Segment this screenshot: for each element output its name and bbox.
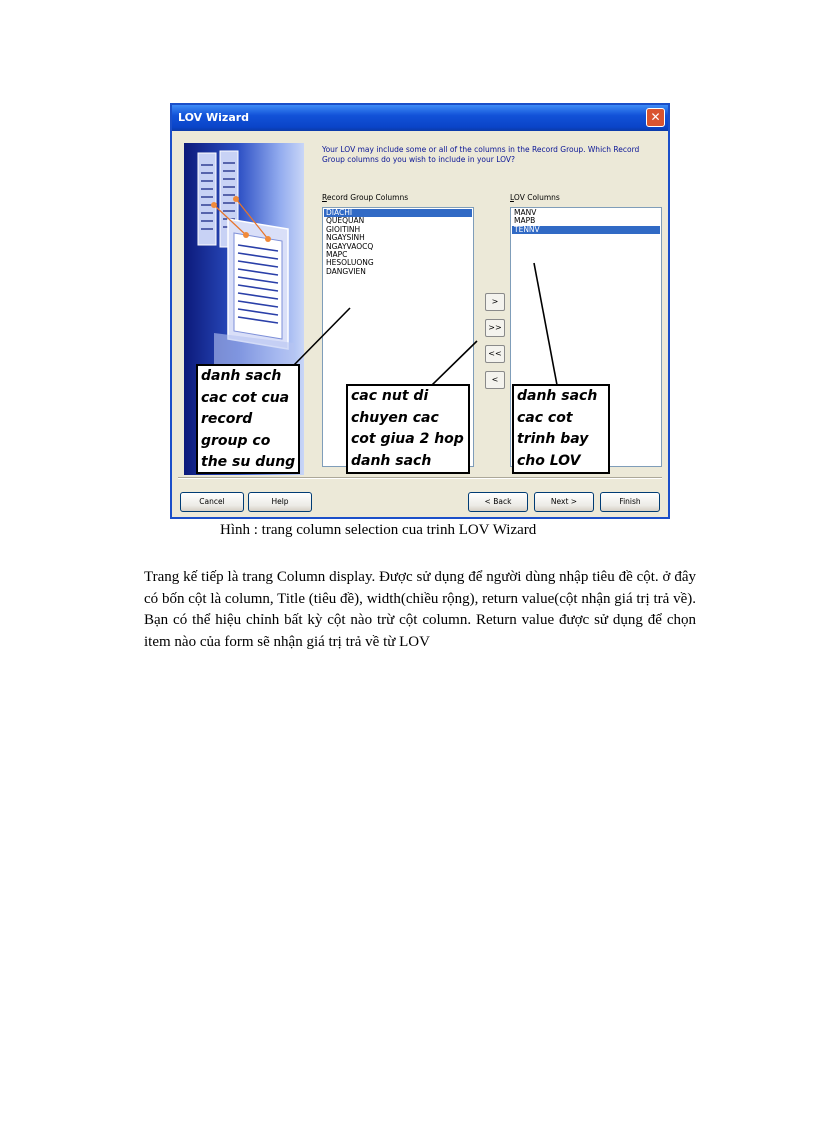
move-all-right-button[interactable]: >> (485, 319, 505, 337)
lov-columns-label: LOV Columns (510, 193, 560, 202)
list-item[interactable]: QUEQUAN (326, 216, 365, 226)
back-button[interactable]: < Back (468, 492, 528, 512)
annotation-middle: cac nut di chuyen cac cot giua 2 hop danh sach (346, 384, 470, 474)
close-icon: ✕ (650, 110, 661, 124)
list-item[interactable]: HESOLUONG (326, 258, 374, 268)
move-left-button[interactable]: < (485, 371, 505, 389)
list-item[interactable]: MAPB (514, 216, 536, 226)
figure-caption: Hình : trang column selection cua trinh LOV Wizard (220, 522, 537, 538)
dialog-title: LOV Wizard (178, 111, 250, 124)
finish-button[interactable]: Finish (600, 492, 660, 512)
move-all-left-button[interactable]: << (485, 345, 505, 363)
list-item[interactable]: MANV (514, 208, 537, 217)
help-button[interactable]: Help (248, 492, 312, 512)
list-item[interactable]: TENNV (512, 226, 660, 234)
next-button[interactable]: Next > (534, 492, 594, 512)
cancel-button[interactable]: Cancel (180, 492, 244, 512)
list-item[interactable]: NGAYSINH (326, 233, 365, 243)
annotation-right: danh sach cac cot trinh bay cho LOV (512, 384, 610, 474)
list-item[interactable]: DIACHI (324, 209, 472, 217)
list-item[interactable]: GIOITINH (326, 224, 361, 234)
body-paragraph: Trang kế tiếp là trang Column display. Được sử dụng để người dùng nhập tiêu đề cột. ở đây có bốn cột là column, Title (tiêu đề), width(chiều rộng), return value(cột nhận giá trị trả về). Bạn có thể hiệu chỉnh bất kỳ cột nào trừ cột column. Return value được sử dụng để chọn item nào của form sẽ nhận giá trị trả về từ LOV (144, 569, 696, 650)
list-item[interactable]: NGAYVAOCQ (326, 241, 374, 251)
list-item[interactable]: MAPC (326, 250, 348, 260)
lov-wizard-dialog (170, 103, 670, 519)
list-item[interactable]: DANGVIEN (326, 266, 366, 276)
move-right-button[interactable]: > (485, 293, 505, 311)
instruction-text: Your LOV may include some or all of the columns in the Record Group. Which Record Group columns do you wish to include in your LOV? (322, 145, 640, 164)
record-group-columns-label: Record Group Columns (322, 193, 409, 202)
annotation-left: danh sach cac cot cua record group co the su dung (196, 364, 300, 474)
